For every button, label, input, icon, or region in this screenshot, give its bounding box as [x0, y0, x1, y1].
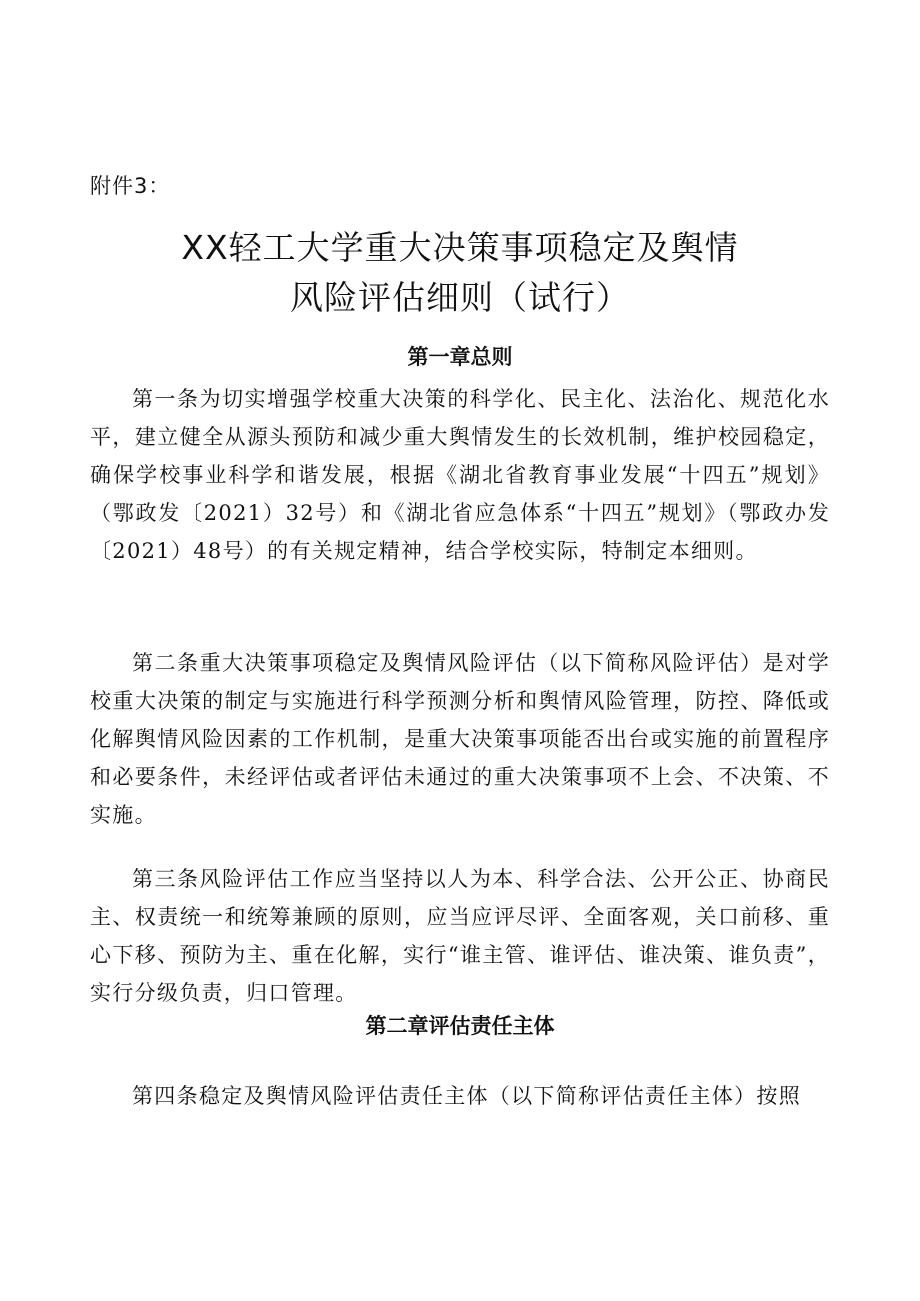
article-3-paragraph: 第三条风险评估工作应当坚持以人为本、科学合法、公开公正、协商民主、权责统一和统筹兼顾的原则，应当应评尽评、全面客观，关口前移、重心下移、预防为主、重在化解，实行“谁主管、谁评估、谁决策、谁负责”，实行分级负责，归口管理。 [90, 867, 830, 1005]
article-1-paragraph: 第一条为切实增强学校重大决策的科学化、民主化、法治化、规范化水平，建立健全从源头预防和减少重大舆情发生的长效机制，维护校园稳定，确保学校事业科学和谐发展，根据《湖北省教育事业发展“十四五”规划》（鄂政发〔2021）32号）和《湖北省应急体系“十四五”规划》（鄂政办发〔2021）48号）的有关规定精神，结合学校实际，特制定本细则。 [90, 387, 830, 563]
chapter-1-heading: 第一章总则 [407, 345, 513, 369]
document-title-line-1: XX轻工大学重大决策事项稳定及舆情 [181, 228, 739, 267]
article-2-paragraph: 第二条重大决策事项稳定及舆情风险评估（以下简称风险评估）是对学校重大决策的制定与实施进行科学预测分析和舆情风险管理，防控、降低或化解舆情风险因素的工作机制，是重大决策事项能否出台或实施的前置程序和必要条件，未经评估或者评估未通过的重大决策事项不上会、不决策、不实施。 [90, 651, 830, 827]
document-title-line-2: 风险评估细则（试行） [290, 278, 630, 317]
chapter-2-heading: 第二章评估责任主体 [365, 1014, 555, 1038]
article-4-paragraph: 第四条稳定及舆情风险评估责任主体（以下简称评估责任主体）按照 [132, 1084, 801, 1108]
attachment-label: 附件3： [90, 174, 171, 198]
